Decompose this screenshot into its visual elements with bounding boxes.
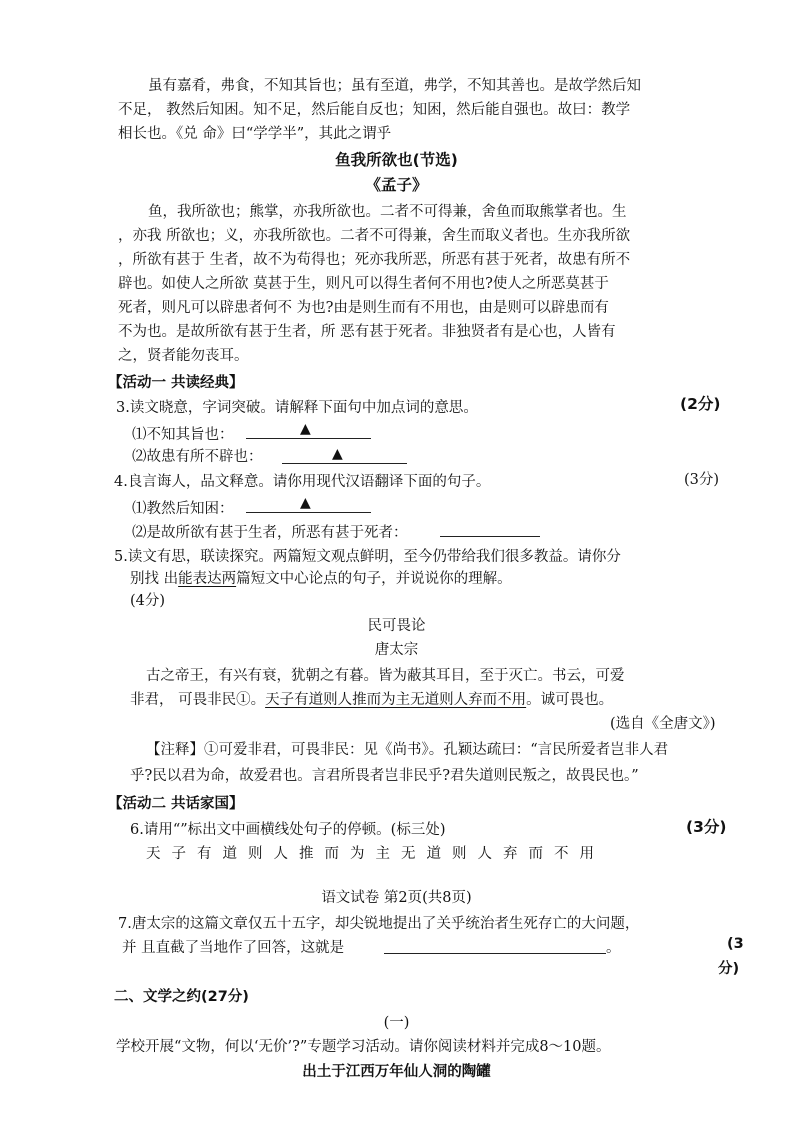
q5-line-2-pre: 别找 出 <box>130 571 179 587</box>
q4-score: (3分) <box>684 472 720 488</box>
passage2-line-7: 之，贤者能勿丧耳。 <box>118 348 249 364</box>
section2-sub: (一) <box>383 1015 410 1031</box>
passage3-underlined-sentence: 天子有道则人推而为主无道则人弃而不用 <box>265 692 527 708</box>
passage3-line-2 <box>130 688 613 709</box>
passage1-line-2: 不足， 教然后知困。知不足，然后能自反也；知困，然后能自强也。故曰：教学 <box>118 102 631 118</box>
q3-text: 3.读文晓意，字词突破。请解释下面句中加点词的意思。 <box>116 400 478 416</box>
q4-text: 4.良言诲人，品文释意。请你用现代汉语翻译下面的句子。 <box>114 474 491 490</box>
passage2-title: 鱼我所欲也(节选) <box>335 151 458 169</box>
q7-answer-line[interactable] <box>384 953 606 954</box>
section2-intro: 学校开展“文物，何以‘无价’?”专题学习活动。请你阅读材料并完成8～10题。 <box>116 1039 611 1055</box>
q6-text: 6.请用“”标出文中画横线处句子的停顿。(标三处) <box>130 822 446 838</box>
passage2-author: 《孟子》 <box>365 176 428 194</box>
passage3-line-2-pre: 非君， 可畏非民①。 <box>130 692 266 708</box>
q7-line-2: 并 且直截了当地作了回答，这就是 <box>122 940 345 956</box>
q6-score: (3分) <box>686 818 727 836</box>
activity2-heading: 【活动二 共话家国】 <box>108 796 244 812</box>
passage1-line-3: 相长也。《兑 命》曰“学学半”，其此之谓乎 <box>118 126 392 142</box>
passage3-line-2-post: 。诚可畏也。 <box>526 692 614 708</box>
q3-answer-line-2[interactable] <box>282 463 407 464</box>
page-footer: 语文试卷 第2页(共8页) <box>321 890 472 906</box>
passage3-note-2: 乎?民以君为命，故爱君也。言君所畏者岂非民乎?君失道则民叛之，故畏民也。” <box>130 768 639 784</box>
q4-answer-line-1[interactable] <box>246 512 371 513</box>
answer-marker-icon: ▲ <box>300 421 311 437</box>
q5-line-2-underlined: 能表达两 <box>178 571 237 587</box>
passage2-line-1: 鱼，我所欲也；熊掌，亦我所欲也。二者不可得兼，舍鱼而取熊掌者也。生 <box>148 204 627 220</box>
q7-score-a: (3 <box>727 936 744 952</box>
q7-line-1: 7.唐太宗的这篇文章仅五十五字，却尖锐地提出了关乎统治者生死存亡的大问题， <box>118 916 640 932</box>
q3-answer-line-1[interactable] <box>246 438 371 439</box>
q5-line-2-post: 篇短文中心论点的句子，并说说你的理解。 <box>236 571 512 587</box>
answer-marker-icon: ▲ <box>300 495 311 511</box>
q7-score-b: 分) <box>718 961 740 977</box>
passage3-line-1: 古之帝王，有兴有衰，犹朝之有暮。皆为蔽其耳目，至于灭亡。书云，可爱 <box>146 668 625 684</box>
passage2-line-3: ，所欲有甚于 生者，故不为苟得也；死亦我所恶，所恶有甚于死者，故患有所不 <box>118 252 631 268</box>
section2-heading: 二、文学之约(27分) <box>114 989 249 1005</box>
q5-score: (4分) <box>130 593 166 609</box>
answer-marker-icon: ▲ <box>332 446 343 462</box>
q4-answer-line-2[interactable] <box>440 536 540 537</box>
q5-line-1: 5.读文有思，联读探究。两篇短文观点鲜明，至今仍带给我们很多教益。请你分 <box>114 549 621 565</box>
q3-item-1: ⑴不知其旨也： <box>132 427 234 443</box>
q3-score: (2分) <box>680 395 721 413</box>
passage3-note-1: 【注释】①可爱非君，可畏非民：见《尚书》。孔颖达疏曰：“言民所爱者岂非人君 <box>146 742 669 758</box>
passage2-line-2: ，亦我 所欲也；义，亦我所欲也。二者不可得兼，舍生而取义者也。生亦我所欲 <box>118 228 631 244</box>
activity1-heading: 【活动一 共读经典】 <box>108 375 244 391</box>
passage2-line-4: 辟也。如使人之所欲 莫甚于生，则凡可以得生者何不用也?使人之所恶莫甚于 <box>118 276 609 292</box>
section2-article-title: 出土于江西万年仙人洞的陶罐 <box>302 1064 491 1080</box>
passage3-title: 民可畏论 <box>367 618 426 634</box>
q4-item-2: ⑵是故所欲有甚于生者，所恶有甚于死者： <box>132 525 408 541</box>
passage3-source: (选自《全唐文》) <box>610 716 716 732</box>
q5-line-2 <box>130 567 512 588</box>
passage2-line-5: 死者，则凡可以辟患者何不 为也?由是则生而有不用也，由是则可以辟患而有 <box>118 300 609 316</box>
passage3-author: 唐太宗 <box>374 642 419 658</box>
q3-item-2: ⑵故患有所不辟也： <box>132 449 263 465</box>
q7-line-2-end: 。 <box>606 940 621 956</box>
q4-item-1: ⑴教然后知困： <box>132 501 234 517</box>
passage2-line-6: 不为也。是故所欲有甚于生者，所 恶有甚于死者。非独贤者有是心也，人皆有 <box>118 324 616 340</box>
passage1-line-1: 虽有嘉肴，弗食，不知其旨也；虽有至道，弗学，不知其善也。是故学然后知 <box>148 78 641 94</box>
q6-sentence[interactable]: 天子有道则人推而为主无道则人弃而不用 <box>146 846 605 862</box>
